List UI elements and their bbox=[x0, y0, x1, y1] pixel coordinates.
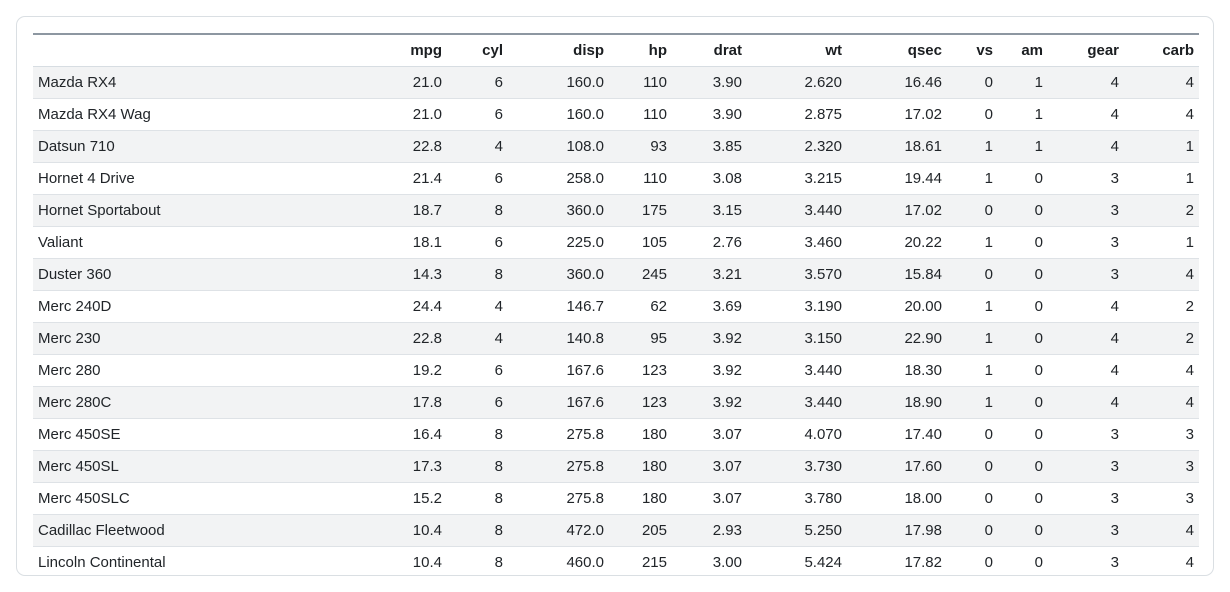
cell-carb: 2 bbox=[1185, 330, 1194, 347]
cell-gear: 4 bbox=[1110, 330, 1119, 347]
cell-vs: 1 bbox=[984, 394, 993, 411]
cell-gear: 4 bbox=[1110, 298, 1119, 315]
cell-am: 0 bbox=[1034, 266, 1043, 283]
cell-qsec: 17.82 bbox=[904, 554, 942, 571]
row-label: Merc 450SLC bbox=[38, 490, 130, 507]
cell-hp: 215 bbox=[641, 554, 667, 571]
cell-carb: 1 bbox=[1185, 138, 1194, 155]
column-header-vs: vs bbox=[947, 34, 998, 67]
cell-carb: 4 bbox=[1185, 362, 1194, 379]
cell-hp: 110 bbox=[643, 170, 667, 187]
row-label: Valiant bbox=[38, 234, 83, 251]
cell-drat: 3.07 bbox=[712, 490, 742, 507]
cell-mpg: 21.4 bbox=[412, 170, 442, 187]
cell-wt: 3.440 bbox=[804, 362, 842, 379]
column-header-qsec: qsec bbox=[847, 34, 947, 67]
cell-vs: 0 bbox=[984, 202, 993, 219]
column-header-wt: wt bbox=[747, 34, 847, 67]
cell-drat: 3.92 bbox=[712, 362, 742, 379]
cell-gear: 3 bbox=[1110, 490, 1119, 507]
cell-mpg: 19.2 bbox=[412, 362, 442, 379]
cell-qsec: 18.30 bbox=[904, 362, 942, 379]
cell-carb: 1 bbox=[1185, 234, 1194, 251]
table-row bbox=[33, 227, 1199, 259]
cell-hp: 180 bbox=[641, 426, 667, 443]
cell-drat: 3.07 bbox=[712, 458, 742, 475]
cell-cyl: 6 bbox=[494, 106, 503, 123]
cell-disp: 360.0 bbox=[566, 202, 604, 219]
cell-hp: 110 bbox=[643, 106, 667, 123]
row-label: Hornet Sportabout bbox=[38, 202, 161, 219]
table-row bbox=[33, 515, 1199, 547]
table-card bbox=[16, 16, 1214, 576]
cell-mpg: 15.2 bbox=[412, 490, 442, 507]
column-header-gear: gear bbox=[1048, 34, 1124, 67]
cell-gear: 3 bbox=[1110, 202, 1119, 219]
cell-cyl: 8 bbox=[494, 522, 503, 539]
cell-wt: 3.440 bbox=[804, 202, 842, 219]
column-header-hp: hp bbox=[609, 34, 672, 67]
table-row bbox=[33, 419, 1199, 451]
cell-vs: 0 bbox=[984, 106, 993, 123]
cell-drat: 2.93 bbox=[712, 522, 742, 539]
cell-drat: 3.15 bbox=[712, 202, 742, 219]
cell-carb: 2 bbox=[1185, 202, 1194, 219]
row-label: Merc 450SE bbox=[38, 426, 121, 443]
cell-hp: 175 bbox=[641, 202, 667, 219]
cell-drat: 3.90 bbox=[712, 74, 742, 91]
cell-vs: 1 bbox=[984, 362, 993, 379]
table-row bbox=[33, 259, 1199, 291]
cell-gear: 3 bbox=[1110, 170, 1119, 187]
row-label: Mazda RX4 bbox=[38, 74, 117, 91]
cell-wt: 5.250 bbox=[804, 522, 842, 539]
table-body bbox=[33, 67, 1199, 577]
cell-vs: 0 bbox=[984, 490, 993, 507]
cell-disp: 258.0 bbox=[566, 170, 604, 187]
table-row bbox=[33, 451, 1199, 483]
cell-drat: 3.69 bbox=[712, 298, 742, 315]
cell-hp: 123 bbox=[641, 362, 667, 379]
cell-cyl: 8 bbox=[494, 458, 503, 475]
row-label: Merc 230 bbox=[38, 330, 101, 347]
column-header-carb: carb bbox=[1124, 34, 1199, 67]
cell-am: 0 bbox=[1034, 522, 1043, 539]
cell-mpg: 21.0 bbox=[412, 74, 442, 91]
column-header-am: am bbox=[998, 34, 1048, 67]
cell-gear: 4 bbox=[1110, 138, 1119, 155]
cell-mpg: 17.3 bbox=[412, 458, 442, 475]
table-row bbox=[33, 323, 1199, 355]
cell-hp: 110 bbox=[643, 74, 667, 91]
cell-carb: 4 bbox=[1185, 554, 1194, 571]
cell-qsec: 17.98 bbox=[904, 522, 942, 539]
cell-am: 1 bbox=[1034, 74, 1043, 91]
cell-carb: 3 bbox=[1185, 490, 1194, 507]
cell-am: 0 bbox=[1034, 298, 1043, 315]
cell-disp: 167.6 bbox=[566, 362, 604, 379]
cell-wt: 3.780 bbox=[804, 490, 842, 507]
cell-qsec: 18.00 bbox=[904, 490, 942, 507]
cell-wt: 3.570 bbox=[804, 266, 842, 283]
cell-hp: 180 bbox=[641, 490, 667, 507]
cell-wt: 3.460 bbox=[804, 234, 842, 251]
table-row bbox=[33, 483, 1199, 515]
cell-disp: 460.0 bbox=[566, 554, 604, 571]
mtcars-table bbox=[33, 33, 1199, 576]
cell-gear: 3 bbox=[1110, 234, 1119, 251]
cell-qsec: 18.61 bbox=[904, 138, 942, 155]
cell-qsec: 15.84 bbox=[904, 266, 942, 283]
table-row bbox=[33, 131, 1199, 163]
cell-qsec: 17.60 bbox=[904, 458, 942, 475]
cell-carb: 4 bbox=[1185, 266, 1194, 283]
table-row bbox=[33, 387, 1199, 419]
row-label: Merc 240D bbox=[38, 298, 112, 315]
cell-wt: 3.730 bbox=[804, 458, 842, 475]
column-header-mpg: mpg bbox=[381, 34, 447, 67]
cell-qsec: 19.44 bbox=[904, 170, 942, 187]
cell-mpg: 14.3 bbox=[412, 266, 442, 283]
cell-am: 0 bbox=[1034, 202, 1043, 219]
cell-am: 1 bbox=[1034, 138, 1043, 155]
cell-carb: 3 bbox=[1185, 426, 1194, 443]
cell-cyl: 8 bbox=[494, 490, 503, 507]
cell-disp: 472.0 bbox=[566, 522, 604, 539]
cell-mpg: 10.4 bbox=[412, 554, 442, 571]
cell-wt: 3.215 bbox=[804, 170, 842, 187]
cell-disp: 140.8 bbox=[566, 330, 604, 347]
cell-cyl: 8 bbox=[494, 202, 503, 219]
cell-mpg: 17.8 bbox=[412, 394, 442, 411]
table-row bbox=[33, 163, 1199, 195]
cell-vs: 1 bbox=[984, 330, 993, 347]
cell-am: 0 bbox=[1034, 234, 1043, 251]
cell-disp: 275.8 bbox=[566, 490, 604, 507]
table-header bbox=[33, 34, 1199, 67]
cell-vs: 1 bbox=[984, 138, 993, 155]
table-row bbox=[33, 355, 1199, 387]
cell-wt: 3.440 bbox=[804, 394, 842, 411]
cell-hp: 105 bbox=[641, 234, 667, 251]
cell-vs: 0 bbox=[984, 426, 993, 443]
column-header-disp: disp bbox=[508, 34, 609, 67]
table-row bbox=[33, 67, 1199, 99]
cell-hp: 62 bbox=[650, 298, 667, 315]
cell-vs: 0 bbox=[984, 522, 993, 539]
cell-wt: 4.070 bbox=[804, 426, 842, 443]
cell-am: 0 bbox=[1034, 394, 1043, 411]
cell-qsec: 17.02 bbox=[904, 202, 942, 219]
cell-cyl: 4 bbox=[494, 330, 503, 347]
cell-carb: 4 bbox=[1185, 394, 1194, 411]
cell-drat: 3.08 bbox=[712, 170, 742, 187]
cell-drat: 3.00 bbox=[712, 554, 742, 571]
cell-mpg: 22.8 bbox=[412, 138, 442, 155]
cell-wt: 2.875 bbox=[804, 106, 842, 123]
table-row bbox=[33, 547, 1199, 577]
cell-am: 0 bbox=[1034, 554, 1043, 571]
cell-qsec: 18.90 bbox=[904, 394, 942, 411]
cell-vs: 1 bbox=[984, 234, 993, 251]
cell-cyl: 6 bbox=[494, 234, 503, 251]
cell-gear: 3 bbox=[1110, 458, 1119, 475]
cell-disp: 225.0 bbox=[566, 234, 604, 251]
cell-wt: 3.190 bbox=[804, 298, 842, 315]
cell-cyl: 6 bbox=[494, 74, 503, 91]
cell-wt: 3.150 bbox=[804, 330, 842, 347]
cell-drat: 3.90 bbox=[712, 106, 742, 123]
row-label: Lincoln Continental bbox=[38, 554, 166, 571]
cell-vs: 0 bbox=[984, 458, 993, 475]
cell-carb: 4 bbox=[1185, 522, 1194, 539]
cell-carb: 3 bbox=[1185, 458, 1194, 475]
cell-disp: 146.7 bbox=[566, 298, 604, 315]
cell-qsec: 20.22 bbox=[904, 234, 942, 251]
cell-am: 0 bbox=[1034, 330, 1043, 347]
row-label: Merc 280C bbox=[38, 394, 112, 411]
cell-drat: 2.76 bbox=[712, 234, 742, 251]
cell-drat: 3.92 bbox=[712, 330, 742, 347]
cell-carb: 1 bbox=[1185, 170, 1194, 187]
cell-cyl: 6 bbox=[494, 362, 503, 379]
cell-mpg: 18.1 bbox=[412, 234, 442, 251]
cell-gear: 3 bbox=[1110, 426, 1119, 443]
cell-disp: 108.0 bbox=[566, 138, 604, 155]
cell-carb: 4 bbox=[1185, 74, 1194, 91]
cell-hp: 245 bbox=[641, 266, 667, 283]
cell-vs: 1 bbox=[984, 170, 993, 187]
cell-gear: 4 bbox=[1110, 106, 1119, 123]
cell-disp: 160.0 bbox=[566, 106, 604, 123]
cell-vs: 0 bbox=[984, 74, 993, 91]
row-label: Merc 450SL bbox=[38, 458, 119, 475]
cell-gear: 3 bbox=[1110, 554, 1119, 571]
cell-qsec: 20.00 bbox=[904, 298, 942, 315]
cell-am: 0 bbox=[1034, 170, 1043, 187]
cell-hp: 95 bbox=[650, 330, 667, 347]
cell-hp: 123 bbox=[641, 394, 667, 411]
cell-am: 0 bbox=[1034, 458, 1043, 475]
cell-mpg: 21.0 bbox=[412, 106, 442, 123]
cell-drat: 3.92 bbox=[712, 394, 742, 411]
cell-qsec: 17.40 bbox=[904, 426, 942, 443]
cell-hp: 93 bbox=[650, 138, 667, 155]
cell-cyl: 6 bbox=[494, 394, 503, 411]
cell-cyl: 8 bbox=[494, 426, 503, 443]
cell-qsec: 16.46 bbox=[904, 74, 942, 91]
cell-cyl: 4 bbox=[494, 298, 503, 315]
cell-wt: 2.620 bbox=[804, 74, 842, 91]
cell-carb: 2 bbox=[1185, 298, 1194, 315]
cell-am: 0 bbox=[1034, 362, 1043, 379]
cell-qsec: 22.90 bbox=[904, 330, 942, 347]
cell-drat: 3.07 bbox=[712, 426, 742, 443]
cell-gear: 4 bbox=[1110, 362, 1119, 379]
row-label: Mazda RX4 Wag bbox=[38, 106, 151, 123]
cell-carb: 4 bbox=[1185, 106, 1194, 123]
table-row bbox=[33, 291, 1199, 323]
cell-disp: 360.0 bbox=[566, 266, 604, 283]
row-label: Merc 280 bbox=[38, 362, 101, 379]
row-label: Cadillac Fleetwood bbox=[38, 522, 165, 539]
row-label-column-header bbox=[33, 34, 381, 67]
cell-vs: 0 bbox=[984, 266, 993, 283]
cell-hp: 180 bbox=[641, 458, 667, 475]
cell-gear: 4 bbox=[1110, 394, 1119, 411]
column-header-cyl: cyl bbox=[447, 34, 508, 67]
cell-cyl: 8 bbox=[494, 554, 503, 571]
cell-vs: 0 bbox=[984, 554, 993, 571]
cell-cyl: 8 bbox=[494, 266, 503, 283]
row-label: Hornet 4 Drive bbox=[38, 170, 135, 187]
cell-wt: 5.424 bbox=[804, 554, 842, 571]
cell-mpg: 22.8 bbox=[412, 330, 442, 347]
cell-mpg: 24.4 bbox=[412, 298, 442, 315]
cell-drat: 3.21 bbox=[712, 266, 742, 283]
column-header-drat: drat bbox=[672, 34, 747, 67]
table-row bbox=[33, 99, 1199, 131]
cell-gear: 4 bbox=[1110, 74, 1119, 91]
cell-am: 0 bbox=[1034, 426, 1043, 443]
cell-am: 1 bbox=[1034, 106, 1043, 123]
cell-disp: 160.0 bbox=[566, 74, 604, 91]
row-label: Datsun 710 bbox=[38, 138, 115, 155]
cell-wt: 2.320 bbox=[804, 138, 842, 155]
cell-cyl: 6 bbox=[494, 170, 503, 187]
cell-vs: 1 bbox=[984, 298, 993, 315]
cell-hp: 205 bbox=[641, 522, 667, 539]
cell-disp: 275.8 bbox=[566, 426, 604, 443]
cell-disp: 167.6 bbox=[566, 394, 604, 411]
cell-gear: 3 bbox=[1110, 522, 1119, 539]
cell-qsec: 17.02 bbox=[904, 106, 942, 123]
table-row bbox=[33, 195, 1199, 227]
cell-gear: 3 bbox=[1110, 266, 1119, 283]
cell-drat: 3.85 bbox=[712, 138, 742, 155]
row-label: Duster 360 bbox=[38, 266, 112, 283]
header-row bbox=[33, 34, 1199, 67]
cell-am: 0 bbox=[1034, 490, 1043, 507]
cell-mpg: 10.4 bbox=[412, 522, 442, 539]
cell-disp: 275.8 bbox=[566, 458, 604, 475]
cell-mpg: 16.4 bbox=[412, 426, 442, 443]
cell-mpg: 18.7 bbox=[412, 202, 442, 219]
cell-cyl: 4 bbox=[494, 138, 503, 155]
